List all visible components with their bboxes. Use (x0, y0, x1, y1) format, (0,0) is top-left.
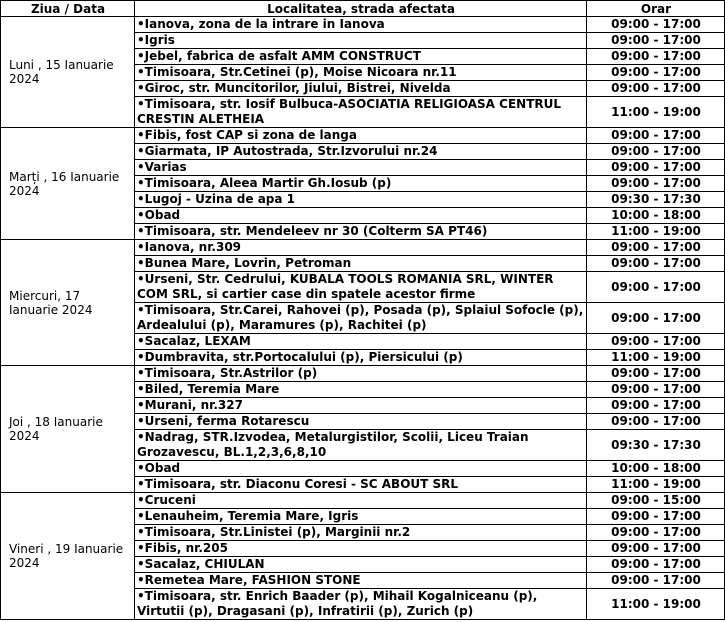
day-date: Marți , 16 Ianuarie 2024 (1, 128, 135, 240)
header-hours: Orar (587, 1, 725, 17)
hours-cell: 09:00 - 17:00 (587, 557, 725, 573)
hours-cell: 09:00 - 17:00 (587, 144, 725, 160)
hours-cell: 10:00 - 18:00 (587, 461, 725, 477)
hours-cell: 11:00 - 19:00 (587, 97, 725, 128)
hours-cell: 09:30 - 17:30 (587, 430, 725, 461)
hours-cell: 10:00 - 18:00 (587, 208, 725, 224)
hours-cell: 09:00 - 17:00 (587, 525, 725, 541)
location-cell: •Urseni, ferma Rotarescu (135, 414, 587, 430)
hours-cell: 09:00 - 17:00 (587, 240, 725, 256)
hours-cell: 11:00 - 19:00 (587, 477, 725, 493)
header-location: Localitatea, strada afectata (135, 1, 587, 17)
table-row (1, 128, 725, 144)
location-cell: •Remetea Mare, FASHION STONE (135, 573, 587, 589)
day-date: Vineri , 19 Ianuarie 2024 (1, 493, 135, 620)
location-cell: •Timisoara, Aleea Martir Gh.Iosub (p) (135, 176, 587, 192)
hours-cell: 09:00 - 17:00 (587, 303, 725, 334)
hours-cell: 09:00 - 17:00 (587, 509, 725, 525)
hours-cell: 09:00 - 17:00 (587, 17, 725, 33)
location-cell: •Dumbravita, str.Portocalului (p), Piersicului (p) (135, 350, 587, 366)
hours-cell: 09:00 - 17:00 (587, 382, 725, 398)
location-cell: •Murani, nr.327 (135, 398, 587, 414)
location-cell: •Timisoara, Str.Cetinei (p), Moise Nicoara nr.11 (135, 65, 587, 81)
hours-cell: 09:00 - 17:00 (587, 541, 725, 557)
hours-cell: 11:00 - 19:00 (587, 224, 725, 240)
hours-cell: 11:00 - 19:00 (587, 350, 725, 366)
hours-cell: 09:00 - 17:00 (587, 65, 725, 81)
hours-cell: 09:00 - 17:00 (587, 176, 725, 192)
hours-cell: 09:30 - 17:30 (587, 192, 725, 208)
day-date: Luni , 15 Ianuarie 2024 (1, 17, 135, 128)
location-cell: •Giroc, str. Muncitorilor, Jiului, Bistrei, Nivelda (135, 81, 587, 97)
hours-cell: 09:00 - 17:00 (587, 414, 725, 430)
location-cell: •Obad (135, 461, 587, 477)
day-date: Miercuri, 17 Ianuarie 2024 (1, 240, 135, 366)
location-cell: •Timisoara, str. Diaconu Coresi - SC ABOUT SRL (135, 477, 587, 493)
day-date: Joi , 18 Ianuarie 2024 (1, 366, 135, 493)
hours-cell: 09:00 - 17:00 (587, 573, 725, 589)
location-cell: •Timisoara, Str.Astrilor (p) (135, 366, 587, 382)
hours-cell: 09:00 - 17:00 (587, 398, 725, 414)
location-cell: •Obad (135, 208, 587, 224)
location-cell: •Lugoj - Uzina de apa 1 (135, 192, 587, 208)
location-cell: •Fibis, nr.205 (135, 541, 587, 557)
location-cell: •Varias (135, 160, 587, 176)
location-cell: •Timisoara, Str.Carei, Rahovei (p), Posada (p), Splaiul Sofocle (p), Ardealului (p), Maramures (p), Rachitei (p) (135, 303, 587, 334)
location-cell: •Ianova, zona de la intrare in Ianova (135, 17, 587, 33)
hours-cell: 09:00 - 17:00 (587, 366, 725, 382)
location-cell: •Bunea Mare, Lovrin, Petroman (135, 256, 587, 272)
hours-cell: 11:00 - 19:00 (587, 589, 725, 620)
table-row (1, 240, 725, 256)
location-cell: •Ianova, nr.309 (135, 240, 587, 256)
location-cell: •Timisoara, Str.Linistei (p), Marginii nr.2 (135, 525, 587, 541)
location-cell: •Igris (135, 33, 587, 49)
location-cell: •Giarmata, IP Autostrada, Str.Izvorului nr.24 (135, 144, 587, 160)
location-cell: •Timisoara, str. Iosif Bulbuca-ASOCIATIA RELIGIOASA CENTRUL CRESTIN ALETHEIA (135, 97, 587, 128)
hours-cell: 09:00 - 17:00 (587, 49, 725, 65)
hours-cell: 09:00 - 15:00 (587, 493, 725, 509)
table-row (1, 17, 725, 33)
hours-cell: 09:00 - 17:00 (587, 160, 725, 176)
location-cell: •Nadrag, STR.Izvodea, Metalurgistilor, Scolii, Liceu Traian Grozavescu, BL.1,2,3,6,8,10 (135, 430, 587, 461)
location-cell: •Urseni, Str. Cedrului, KUBALA TOOLS ROMANIA SRL, WINTER COM SRL, si cartier case din spatele acestor firme (135, 272, 587, 303)
location-cell: •Sacalaz, LEXAM (135, 334, 587, 350)
location-cell: •Timisoara, str. Mendeleev nr 30 (Colterm SA PT46) (135, 224, 587, 240)
location-cell: •Lenauheim, Teremia Mare, Igris (135, 509, 587, 525)
location-cell: •Biled, Teremia Mare (135, 382, 587, 398)
hours-cell: 09:00 - 17:00 (587, 334, 725, 350)
table-row (1, 366, 725, 382)
header-day: Ziua / Data (1, 1, 135, 17)
hours-cell: 09:00 - 17:00 (587, 272, 725, 303)
hours-cell: 09:00 - 17:00 (587, 128, 725, 144)
location-cell: •Fibis, fost CAP si zona de langa (135, 128, 587, 144)
hours-cell: 09:00 - 17:00 (587, 33, 725, 49)
location-cell: •Cruceni (135, 493, 587, 509)
header-row (1, 1, 725, 17)
location-cell: •Timisoara, str. Enrich Baader (p), Mihail Kogalniceanu (p), Virtutii (p), Dragasani (p), Infratirii (p), Zurich (p) (135, 589, 587, 620)
table-row (1, 493, 725, 509)
hours-cell: 09:00 - 17:00 (587, 81, 725, 97)
location-cell: •Jebel, fabrica de asfalt AMM CONSTRUCT (135, 49, 587, 65)
hours-cell: 09:00 - 17:00 (587, 256, 725, 272)
location-cell: •Sacalaz, CHIULAN (135, 557, 587, 573)
